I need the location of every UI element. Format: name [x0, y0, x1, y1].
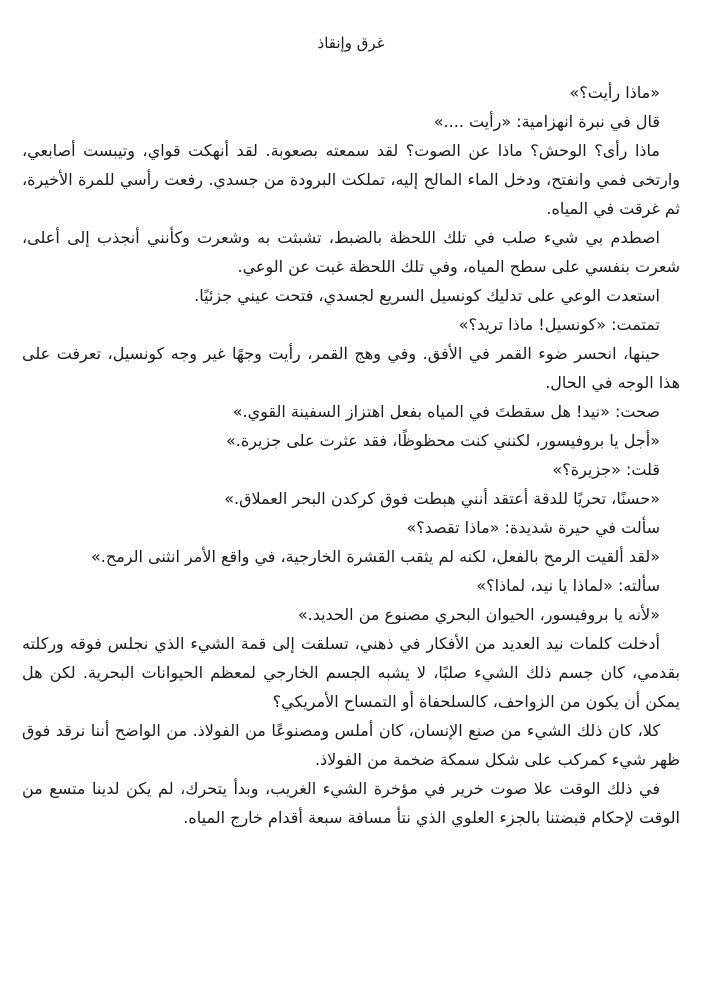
body-text — [22, 78, 680, 832]
paragraph: تمتمت: «كونسيل! ماذا تريد؟» — [458, 315, 660, 334]
paragraph: «أجل يا بروفيسور، لكنني كنت محظوظًا، فقد عثرت على جزيرة.» — [225, 431, 660, 450]
paragraph: ماذا رأى؟ الوحش؟ ماذا عن الصوت؟ لقد سمعته بصعوبة. لقد أنهكت قواي، وتيبست أصابعي، وارتخى فمي وانفتح، ودخل الماء المالح إليه، تملكت البرودة من جسدي. رفعت رأسي للمرة الأخيرة، ثم غرقت في المياه. — [22, 141, 680, 218]
paragraph: كلا، كان ذلك الشيء من صنع الإنسان، كان أملس ومصنوعًا من الفولاذ. من الواضح أننا نرقد فوق ظهر شيء كمركب على شكل سمكة ضخمة من الفولاذ. — [22, 721, 680, 769]
paragraph: «لأنه يا بروفيسور، الحيوان البحري مصنوع من الحديد.» — [297, 605, 660, 624]
paragraph: سألت في حيرة شديدة: «ماذا تقصد؟» — [406, 518, 660, 537]
paragraph: قلت: «جزيرة؟» — [552, 460, 660, 479]
paragraph: اصطدم بي شيء صلب في تلك اللحظة بالضبط، تشبثت به وشعرت وكأنني أنجذب إلى أعلى، شعرت بنفسي على سطح المياه، وفي تلك اللحظة غبت عن الوعي. — [22, 228, 680, 276]
paragraph: سألته: «لماذا يا نيد، لماذا؟» — [476, 576, 660, 595]
running-header: غرق وإنقاذ — [317, 34, 385, 52]
paragraph: في ذلك الوقت علا صوت خرير في مؤخرة الشيء الغريب، وبدأ يتحرك، لم يكن لدينا متسع من الوقت لإحكام قبضتنا بالجزء العلوي الذي نتأ مسافة سبعة أقدام خارج المياه. — [22, 779, 680, 827]
paragraph: «لقد ألقيت الرمح بالفعل، لكنه لم يثقب القشرة الخارجية، في واقع الأمر انثنى الرمح.» — [90, 547, 660, 566]
paragraph: صحت: «نيد! هل سقطتَ في المياه بفعل اهتزاز السفينة القوي.» — [232, 402, 660, 421]
paragraph: «حسنًا، تحريًا للدقة أعتقد أنني هبطت فوق كركدن البحر العملاق.» — [224, 489, 660, 508]
paragraph: أدخلت كلمات نيد العديد من الأفكار في ذهني، تسلقت إلى قمة الشيء الذي نجلس فوقه وركلته بقدمي، كان جسم ذلك الشيء صلبًا، لا يشبه الجسم الخارجي لمعظم الحيوانات البحرية. لكن هل يمكن أن يكون من الزواحف، كالسلحفاة أو التمساح الأمريكي؟ — [22, 634, 680, 711]
paragraph: استعدت الوعي على تدليك كونسيل السريع لجسدي، فتحت عيني جزئيًا. — [194, 286, 660, 305]
paragraph: قال في نبرة انهزامية: «رأيت ....» — [433, 112, 660, 131]
paragraph: حينها، انحسر ضوء القمر في الأفق. وفي وهج القمر، رأيت وجهًا غير وجه كونسيل، تعرفت على هذا الوجه في الحال. — [22, 344, 680, 392]
paragraph: «ماذا رأيت؟» — [569, 83, 660, 102]
